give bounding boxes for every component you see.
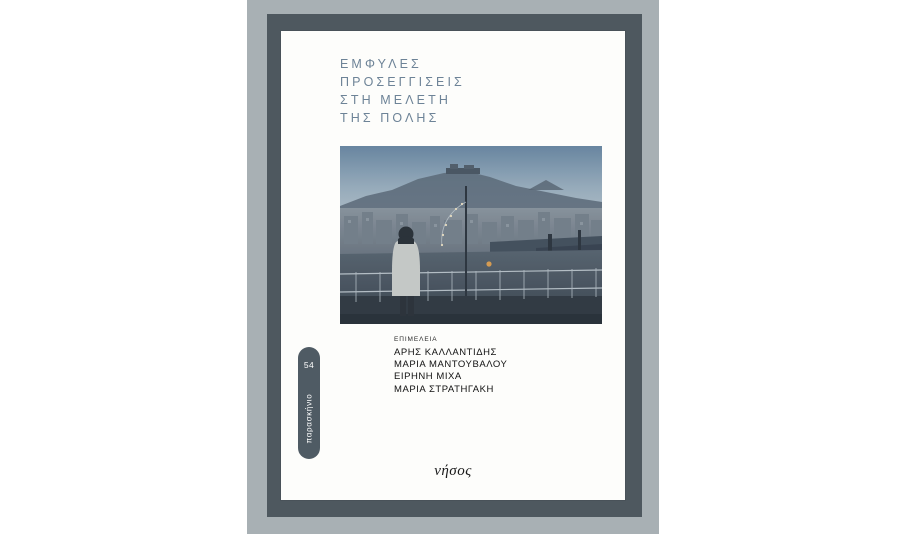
- book-cover-page: [281, 31, 625, 500]
- cover-title-line-2: ΠΡΟΣΕΓΓΙΣΕΙΣ: [340, 75, 465, 89]
- editor-name-1: ΑΡΗΣ ΚΑΛΛΑΝΤΙΔΗΣ: [394, 347, 497, 358]
- cover-title-line-4: ΤΗΣ ΠΟΛΗΣ: [340, 111, 440, 125]
- cover-title: [340, 55, 580, 127]
- editors-label: ΕΠΙΜΕΛΕΙΑ: [394, 336, 438, 343]
- editor-name-2: ΜΑΡΙΑ ΜΑΝΤΟΥΒΑΛΟΥ: [394, 359, 508, 371]
- cover-title-line-1: ΕΜΦΥΛΕΣ: [340, 57, 422, 71]
- publisher-logo: νήσος: [434, 463, 472, 479]
- cover-title-line-3: ΣΤΗ ΜΕΛΕΤΗ: [340, 93, 451, 107]
- series-label: παρασκήνιο: [304, 393, 314, 444]
- cover-photograph: [340, 146, 602, 324]
- editor-name-4: ΜΑΡΙΑ ΣΤΡΑΤΗΓΑΚΗ: [394, 383, 494, 395]
- series-badge: [298, 347, 320, 459]
- series-number: 54: [303, 360, 315, 370]
- editors-block: [394, 336, 609, 396]
- editor-name-3: ΕΙΡΗΝΗ ΜΙΧΑ: [394, 371, 462, 383]
- series-label-wrap: [281, 393, 358, 444]
